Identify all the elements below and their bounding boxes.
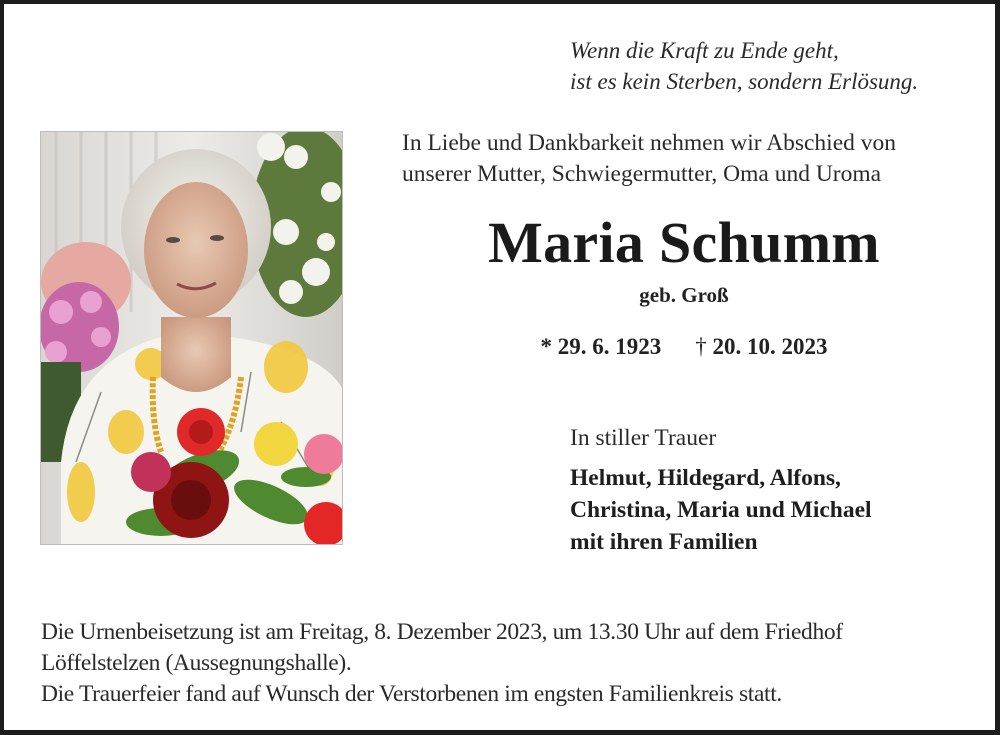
mourners-line: mit ihren Familien [570, 529, 758, 555]
mourners-line: Helmut, Hildegard, Alfons, [570, 465, 841, 491]
birth-star-icon: * [540, 334, 552, 359]
birth-name: geb. Groß [639, 283, 729, 307]
intro-text [402, 128, 896, 190]
life-dates [384, 331, 984, 362]
intro-line-2: unserer Mutter, Schwiegermutter, Oma und Uroma [402, 161, 882, 187]
mourners-list [570, 462, 872, 558]
motto-quote [570, 35, 918, 97]
funeral-details-line: Löffelstelzen (Aussegnungshalle). [41, 650, 352, 676]
motto-line-1: Wenn die Kraft zu Ende geht, [570, 38, 839, 63]
death-date: 20. 10. 2023 [712, 334, 828, 359]
mourners-line: Christina, Maria und Michael [570, 497, 872, 523]
motto-line-2: ist es kein Sterben, sondern Erlösung. [570, 69, 919, 94]
funeral-details-line: Die Urnenbeisetzung ist am Freitag, 8. Dezember 2023, um 13.30 Uhr auf dem Friedhof [41, 619, 843, 645]
birth-date: 29. 6. 1923 [557, 334, 662, 359]
intro-line-1: In Liebe und Dankbarkeit nehmen wir Abschied von [402, 130, 897, 156]
mourning-label: In stiller Trauer [570, 425, 717, 451]
death-cross-icon: † [695, 334, 707, 359]
deceased-name: Maria Schumm [488, 210, 880, 275]
funeral-details-line: Die Trauerfeier fand auf Wunsch der Verstorbenen im engsten Familienkreis statt. [41, 681, 782, 707]
funeral-details [41, 617, 843, 710]
portrait-photo [40, 131, 343, 545]
